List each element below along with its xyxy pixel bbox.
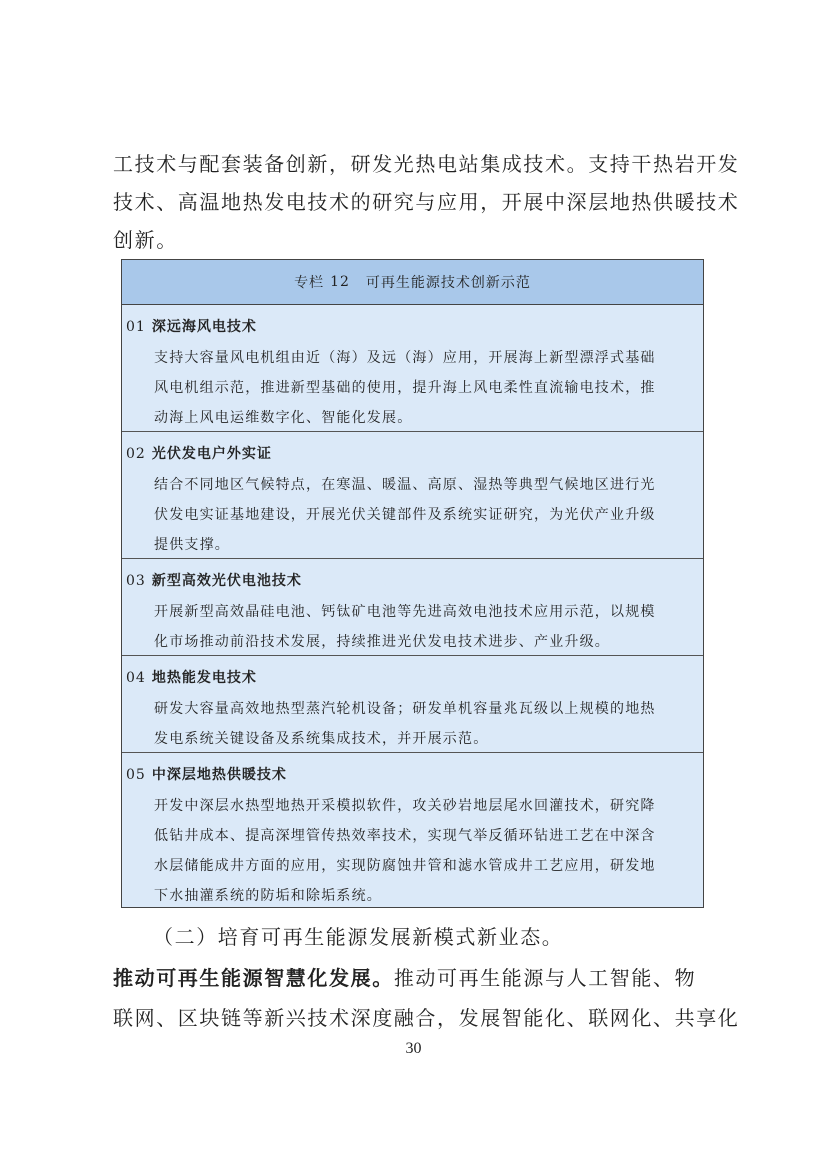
section-line: 支持大容量风电机组由近（海）及远（海）应用，开展海上新型漂浮式基础 xyxy=(154,350,656,366)
section-line: 提供支撑。 xyxy=(154,537,230,553)
section-number: 01 xyxy=(126,319,146,335)
box-title: 可再生能源技术创新示范 xyxy=(365,275,531,291)
section-number: 04 xyxy=(126,670,146,686)
paragraph-line: 联网、区块链等新兴技术深度融合，发展智能化、联网化、共享化 xyxy=(113,1006,740,1030)
section-heading: （二）培育可再生能源发展新模式新业态。 xyxy=(153,925,564,949)
box-header xyxy=(122,260,703,305)
intro-line: 工技术与配套装备创新，研发光热电站集成技术。支持干热岩开发 xyxy=(113,152,740,176)
section-line: 发电系统关键设备及系统集成技术，并开展示范。 xyxy=(154,731,489,747)
section-title-text: 深远海风电技术 xyxy=(151,319,257,335)
page-number: 30 xyxy=(405,1040,422,1057)
section-number: 03 xyxy=(126,573,146,589)
section-body xyxy=(126,597,697,657)
section-title-text: 中深层地热供暖技术 xyxy=(151,767,287,783)
section-line: 低钻井成本、提高深埋管传热效率技术，实现气举反循环钻进工艺在中深含 xyxy=(154,828,656,844)
box-number: 12 xyxy=(330,274,350,290)
body-paragraph xyxy=(113,958,740,1038)
box-section xyxy=(122,305,703,432)
section-line: 伏发电实证基地建设，开展光伏关键部件及系统实证研究，为光伏产业升级 xyxy=(154,507,656,523)
section-body xyxy=(126,791,697,911)
section-body xyxy=(126,694,697,754)
section-line: 开展新型高效晶硅电池、钙钛矿电池等先进高效电池技术应用示范，以规模 xyxy=(154,604,656,620)
section-line: 水层储能成井方面的应用，实现防腐蚀井管和滤水管成井工艺应用，研发地 xyxy=(154,858,656,874)
section-title xyxy=(126,765,697,785)
section-title-text: 地热能发电技术 xyxy=(151,670,257,686)
section-title xyxy=(126,571,697,591)
intro-line: 技术、高温地热发电技术的研究与应用，开展中深层地热供暖技术 xyxy=(113,190,740,214)
section-line: 动海上风电运维数字化、智能化发展。 xyxy=(154,410,413,426)
section-body xyxy=(126,343,697,433)
section-number: 02 xyxy=(126,446,146,462)
feature-box xyxy=(121,259,704,908)
intro-line: 创新。 xyxy=(113,228,178,252)
section-title xyxy=(126,668,697,688)
box-section xyxy=(122,753,703,917)
section-line: 下水抽灌系统的防垢和除垢系统。 xyxy=(154,888,382,904)
section-title-text: 新型高效光伏电池技术 xyxy=(151,573,302,589)
bold-lead: 推动可再生能源智慧化发展。 xyxy=(113,966,394,990)
box-section xyxy=(122,656,703,753)
box-label: 专栏 xyxy=(294,275,325,291)
section-body xyxy=(126,470,697,560)
section-line: 风电机组示范，推进新型基础的使用，提升海上风电柔性直流输电技术，推 xyxy=(154,380,656,396)
section-line: 开发中深层水热型地热开采模拟软件，攻关砂岩地层尾水回灌技术，研究降 xyxy=(154,798,656,814)
section-title xyxy=(126,444,697,464)
box-section xyxy=(122,559,703,656)
intro-paragraph xyxy=(113,145,740,259)
paragraph-line xyxy=(113,958,719,998)
section-line: 结合不同地区气候特点，在寒温、暖温、高原、湿热等典型气候地区进行光 xyxy=(154,477,656,493)
section-title xyxy=(126,317,697,337)
paragraph-text: 推动可再生能源与人工智能、物 xyxy=(393,966,697,990)
section-line: 研发大容量高效地热型蒸汽轮机设备；研发单机容量兆瓦级以上规模的地热 xyxy=(154,701,656,717)
section-title-text: 光伏发电户外实证 xyxy=(151,446,272,462)
section-number: 05 xyxy=(126,767,146,783)
box-section xyxy=(122,432,703,559)
section-line: 化市场推动前沿技术发展，持续推进光伏发电技术进步、产业升级。 xyxy=(154,634,610,650)
